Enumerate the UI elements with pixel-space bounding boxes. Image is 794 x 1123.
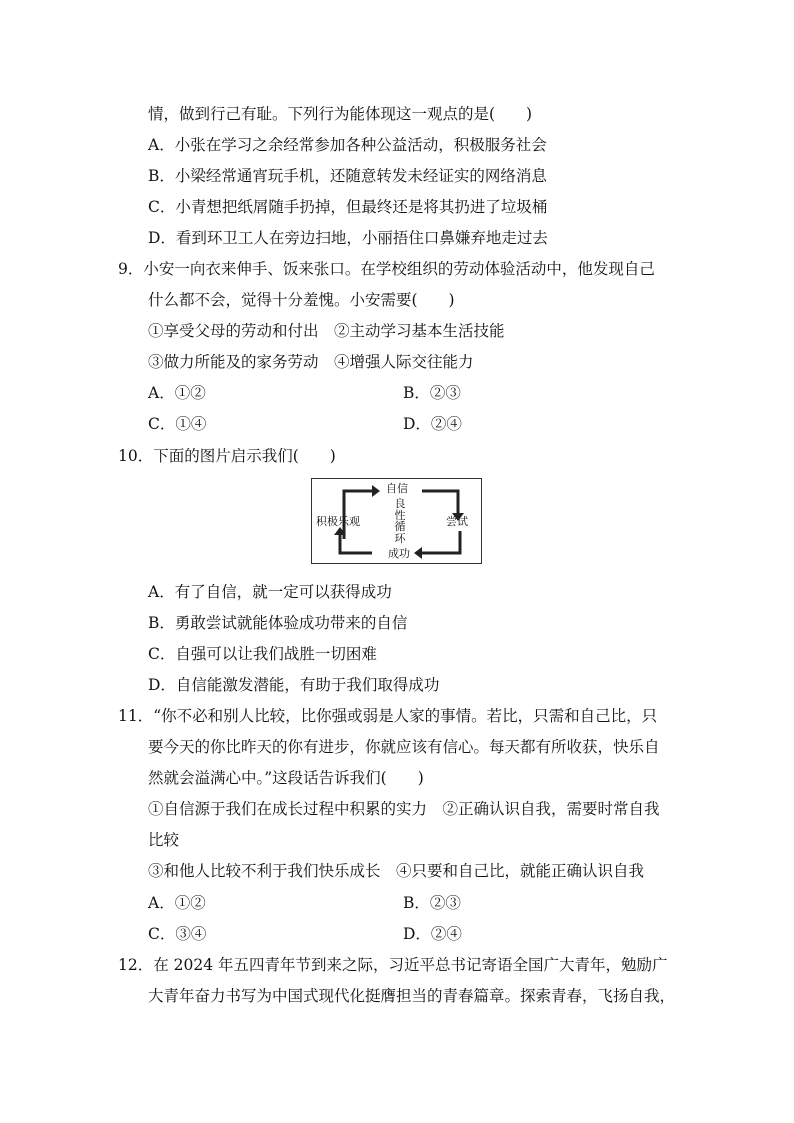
q9-choices-line1: ①享受父母的劳动和付出 ②主动学习基本生活技能 bbox=[148, 322, 505, 340]
q10-stem: 10．下面的图片启示我们( ) bbox=[118, 447, 336, 465]
q8-option-b[interactable]: B．小梁经常通宵玩手机，还随意转发未经证实的网络消息 bbox=[148, 167, 547, 185]
q11-choices-line1-wrap: 比较 bbox=[148, 831, 180, 849]
q12-stem-line1: 12．在 2024 年五四青年节到来之际，习近平总书记寄语全国广大青年，勉励广 bbox=[118, 956, 668, 974]
cycle-label-optimism: 积极乐观 bbox=[316, 515, 360, 528]
cycle-label-confidence: 自信 bbox=[386, 482, 408, 495]
arrow-top-to-right bbox=[422, 491, 458, 513]
cycle-center-char-1: 良 bbox=[394, 497, 406, 510]
q11-choices-line1: ①自信源于我们在成长过程中积累的实力 ②正确认识自我，需要时常自我 bbox=[148, 800, 660, 818]
cycle-center-char-2: 性 bbox=[394, 508, 406, 522]
cycle-label-try: 尝试 bbox=[446, 515, 468, 528]
q8-option-d[interactable]: D．看到环卫工人在旁边扫地，小丽捂住口鼻嫌弃地走过去 bbox=[148, 229, 548, 247]
q10-option-c[interactable]: C．自强可以让我们战胜一切困难 bbox=[148, 645, 377, 663]
q9-stem-line1: 9．小安一向衣来伸手、饭来张口。在学校组织的劳动体验活动中，他发现自己 bbox=[118, 260, 655, 278]
q10-option-b[interactable]: B．勇敢尝试就能体验成功带来的自信 bbox=[148, 614, 408, 632]
q9-option-a[interactable]: A．①② bbox=[148, 384, 206, 402]
cycle-center-char-3: 循 bbox=[394, 520, 406, 533]
q10-option-a[interactable]: A．有了自信，就一定可以获得成功 bbox=[148, 583, 392, 601]
q11-stem-line3: 然就会溢满心中。”这段话告诉我们( ) bbox=[148, 769, 424, 787]
cycle-label-success: 成功 bbox=[388, 547, 410, 560]
q9-option-c[interactable]: C．①④ bbox=[148, 415, 207, 433]
q9-option-b[interactable]: B．②③ bbox=[403, 384, 461, 402]
q11-option-a[interactable]: A．①② bbox=[148, 894, 206, 912]
q11-option-c[interactable]: C．③④ bbox=[148, 925, 207, 943]
q9-stem-line2: 什么都不会，觉得十分羞愧。小安需要( ) bbox=[148, 291, 455, 309]
q8-option-c[interactable]: C．小青想把纸屑随手扔掉，但最终还是将其扔进了垃圾桶 bbox=[148, 198, 548, 216]
q11-choices-line2: ③和他人比较不利于我们快乐成长 ④只要和自己比，就能正确认识自我 bbox=[148, 862, 645, 880]
q11-option-d[interactable]: D．②④ bbox=[403, 925, 462, 943]
q8-stem-continuation: 情，做到行己有耻。下列行为能体现这一观点的是( ) bbox=[148, 105, 533, 123]
q12-stem-line2: 大青年奋力书写为中国式现代化挺膺担当的青春篇章。探索青春，飞扬自我， bbox=[148, 987, 676, 1005]
q9-choices-line2: ③做力所能及的家务劳动 ④增强人际交往能力 bbox=[148, 353, 474, 371]
cycle-center-char-4: 环 bbox=[394, 531, 406, 545]
q8-option-a[interactable]: A．小张在学习之余经常参加各种公益活动，积极服务社会 bbox=[148, 136, 547, 154]
q11-stem-line2: 要今天的你比昨天的你有进步，你就应该有信心。每天都有所收获，快乐自 bbox=[148, 738, 660, 756]
q11-option-b[interactable]: B．②③ bbox=[403, 894, 461, 912]
arrow-right-to-bottom bbox=[422, 531, 460, 553]
q10-option-d[interactable]: D．自信能激发潜能，有助于我们取得成功 bbox=[148, 676, 440, 694]
q9-option-d[interactable]: D．②④ bbox=[403, 415, 462, 433]
q11-stem-line1: 11．“你不必和别人比较，比你强或弱是人家的事情。若比，只需和自己比，只 bbox=[118, 707, 658, 725]
virtuous-cycle-diagram bbox=[311, 478, 482, 564]
